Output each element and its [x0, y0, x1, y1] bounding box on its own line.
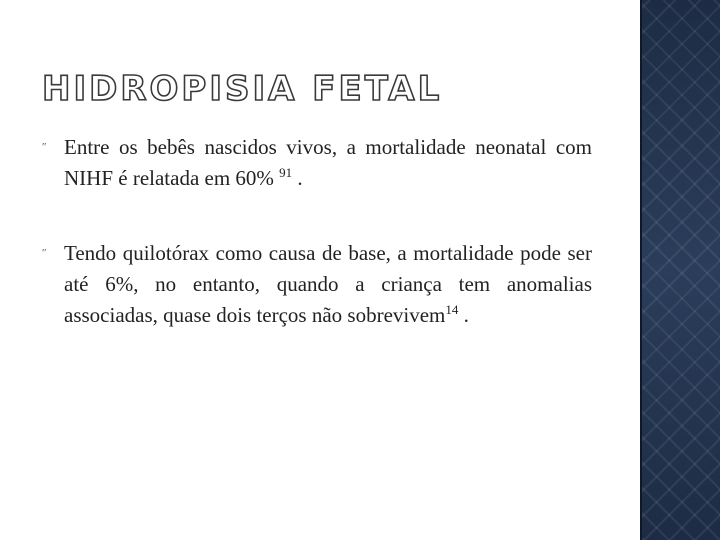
decorative-side-panel: [640, 0, 720, 540]
bullet-text: Entre os bebês nascidos vivos, a mortalidade neonatal com NIHF é relatada em 60%: [64, 135, 592, 190]
citation-ref: 91: [279, 165, 293, 180]
bullet-list: [42, 132, 592, 375]
citation-ref: 14: [445, 302, 459, 317]
bullet-end: .: [297, 166, 303, 190]
bullet-text: Tendo quilotórax como causa de base, a mortalidade pode ser até 6%, no entanto, quando a criança tem anomalias associadas, quase dois terços não sobrevivem: [64, 241, 592, 327]
bullet-item: [42, 238, 592, 331]
bullet-icon: ″: [42, 247, 47, 259]
bullet-end: .: [463, 303, 469, 327]
bullet-item: [42, 132, 592, 194]
bullet-icon: ″: [42, 141, 47, 153]
slide-title: HIDROPISIA FETAL: [42, 69, 443, 109]
